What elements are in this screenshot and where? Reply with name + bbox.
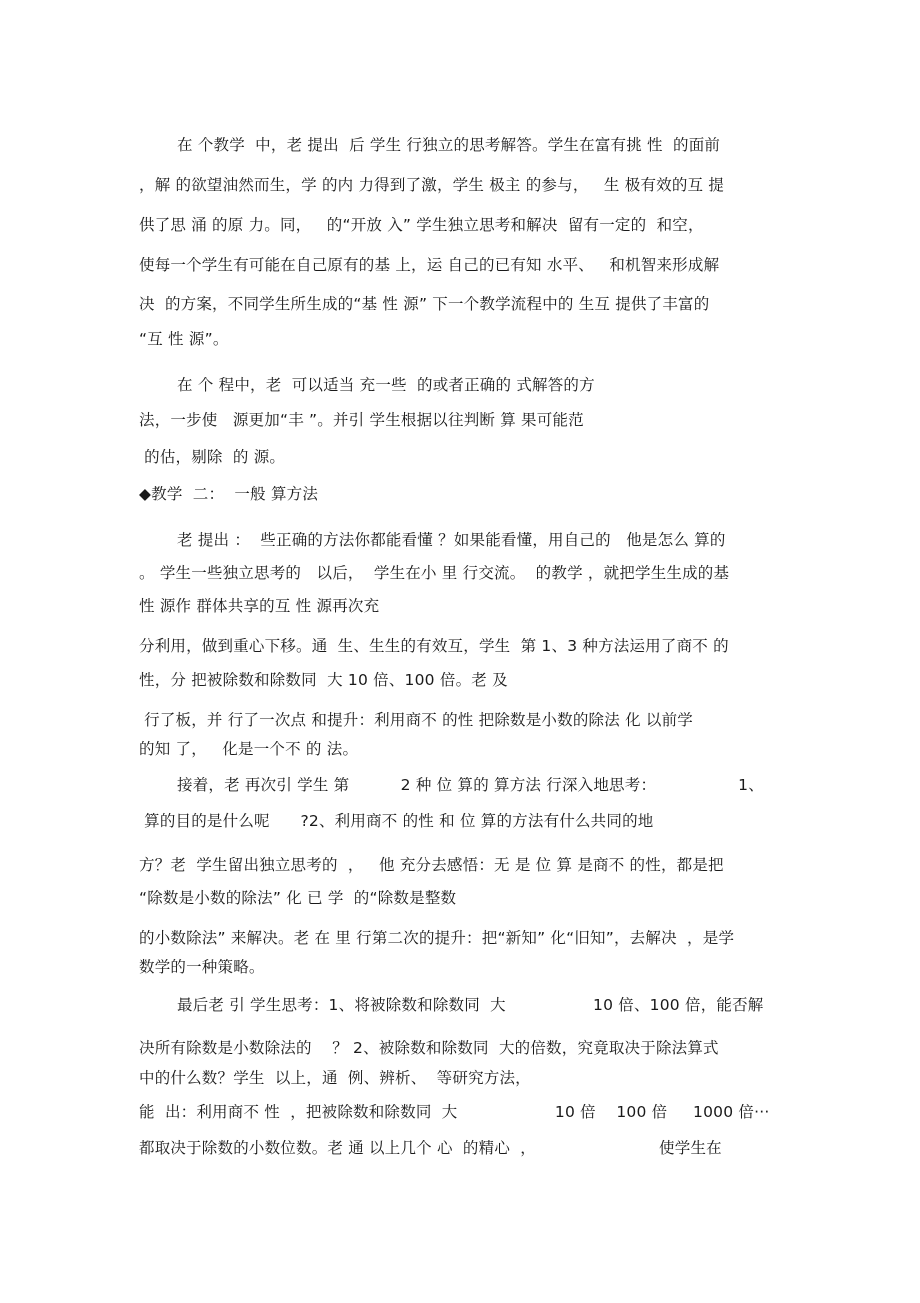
text-line: 的估，剔除 的 源。 xyxy=(139,448,286,466)
text-line: 的小数除法” 来解决。老 在 里 行第二次的提升：把“新知” 化“旧知”，去解决 ，是学 xyxy=(139,929,735,947)
text-line: 决所有除数是小数除法的 ？ 2、被除数和除数同 大的倍数，究竟取决于除法算式 xyxy=(139,1039,719,1057)
text-line: “除数是小数的除法” 化 已 学 的“除数是整数 xyxy=(139,889,457,907)
text-line: 接着，老 再次引 学生 第 2 种 位 算的 算方法 行深入地思考： 1、 xyxy=(177,776,764,794)
text-line: 行了板，并 行了一次点 和提升：利用商不 的性 把除数是小数的除法 化 以前学 xyxy=(139,711,693,729)
text-line: 能 出：利用商不 性 ，把被除数和除数同 大 10 倍 100 倍 1000 倍··· xyxy=(139,1103,770,1121)
text-line: 使每一个学生有可能在自己原有的基 上，运 自己的已有知 水平、 和机智来形成解 xyxy=(139,256,720,274)
section-heading: ◆教学 二： 一般 算方法 xyxy=(139,485,319,503)
text-line: 最后老 引 学生思考：1、将被除数和除数同 大 10 倍、100 倍，能否解 xyxy=(177,996,764,1014)
text-line: 在 个教学 中，老 提出 后 学生 行独立的思考解答。学生在富有挑 性 的面前 xyxy=(177,136,721,154)
text-line: “互 性 源”。 xyxy=(139,330,229,348)
text-line: ，解 的欲望油然而生，学 的内 力得到了激，学生 极主 的参与， 生 极有效的互 提 xyxy=(139,176,725,194)
text-line: 数学的一种策略。 xyxy=(139,958,265,976)
text-line: 方？老 学生留出独立思考的 ， 他 充分去感悟：无 是 位 算 是商不 的性，都是把 xyxy=(139,856,724,874)
text-line: 都取决于除数的小数位数。老 通 以上几个 心 的精心 ， 使学生在 xyxy=(139,1139,722,1157)
text-line: 决 的方案，不同学生所生成的“基 性 源” 下一个教学流程中的 生互 提供了丰富的 xyxy=(139,295,710,313)
text-line: 性，分 把被除数和除数同 大 10 倍、100 倍。老 及 xyxy=(139,671,508,689)
text-line: 的知 了， 化是一个不 的 法。 xyxy=(139,740,359,758)
text-line: 算的目的是什么呢 ?2、利用商不 的性 和 位 算的方法有什么共同的地 xyxy=(139,812,654,830)
text-line: 法，一步使 源更加“丰 ”。并引 学生根据以往判断 算 果可能范 xyxy=(139,411,584,429)
text-line: 中的什么数？学生 以上，通 例、辨析、 等研究方法， xyxy=(139,1069,531,1087)
text-line: 分利用，做到重心下移。通 生、生生的有效互，学生 第 1、3 种方法运用了商不 的 xyxy=(139,637,729,655)
text-line: 性 源作 群体共享的互 性 源再次充 xyxy=(139,597,380,615)
text-line: 供了思 涌 的原 力。同， 的“开放 入” 学生独立思考和解决 留有一定的 和空， xyxy=(139,216,704,234)
text-line: 老 提出 ： 些正确的方法你都能看懂 ？如果能看懂，用自己的 他是怎么 算的 xyxy=(177,531,726,549)
text-line: 。 学生一些独立思考的 以后， 学生在小 里 行交流。 的教学 ，就把学生生成的基 xyxy=(139,564,730,582)
text-line: 在 个 程中，老 可以适当 充一些 的或者正确的 式解答的方 xyxy=(177,376,595,394)
